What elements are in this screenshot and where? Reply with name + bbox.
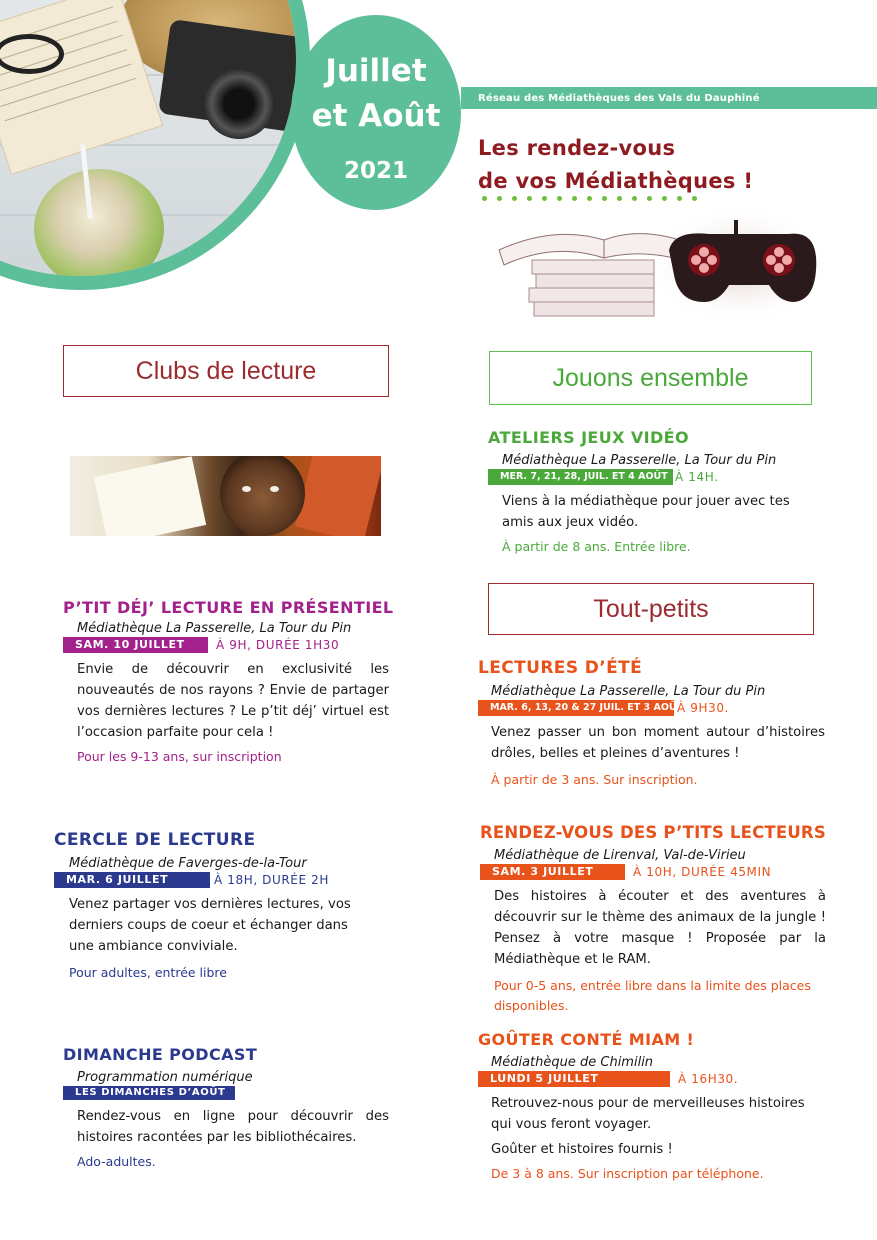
event-lectures-ete: [478, 658, 828, 790]
event-venue: Médiathèque de Lirenval, Val-de-Virieu: [494, 848, 746, 863]
event-description: Venez passer un bon moment autour d’histoires drôles, belles et pleines d’aventures !: [491, 725, 825, 761]
event-time: À 9H30.: [677, 701, 729, 715]
event-audience: À partir de 3 ans. Sur inscription.: [491, 772, 698, 787]
event-ptit-dej: [63, 598, 393, 767]
event-venue: Médiathèque de Chimilin: [491, 1055, 654, 1070]
event-title: CERCLE DE LECTURE: [54, 830, 256, 850]
event-gouter-conte: [478, 1030, 828, 1184]
date-year: 2021: [343, 158, 408, 184]
event-title: DIMANCHE PODCAST: [63, 1045, 258, 1064]
date-month-line1: Juillet: [325, 53, 427, 89]
event-title: GOÛTER CONTÉ MIAM !: [478, 1030, 695, 1049]
event-ptits-lecteurs: [480, 823, 830, 1016]
section-jouons-ensemble: Jouons ensemble: [489, 351, 812, 405]
event-audience: Pour 0-5 ans, entrée libre dans la limite des places disponibles.: [494, 978, 811, 1013]
event-date: LUNDI 5 JUILLET: [478, 1071, 670, 1087]
event-time: À 18H, DURÉE 2H: [214, 873, 329, 887]
event-description: Viens à la médiathèque pour jouer avec tes amis aux jeux vidéo.: [502, 494, 790, 530]
event-title: P’TIT DÉJ’ LECTURE EN PRÉSENTIEL: [63, 598, 394, 617]
date-month-line2: et Août: [311, 98, 441, 134]
event-venue: Médiathèque La Passerelle, La Tour du Pin: [77, 621, 352, 636]
event-date: SAM. 3 JUILLET: [480, 864, 625, 880]
event-audience: À partir de 8 ans. Entrée libre.: [502, 539, 691, 554]
event-venue: Programmation numérique: [77, 1070, 253, 1085]
books-gamepad-illustration: [494, 210, 824, 325]
event-date: MER. 7, 21, 28, JUIL. ET 4 AOÛT: [488, 469, 673, 485]
event-date: MAR. 6, 13, 20 & 27 JUIL. ET 3 AOÛT: [478, 700, 674, 716]
event-description: Venez partager vos dernières lectures, vos derniers coups de coeur et échanger dans une ambiance conviviale.: [69, 897, 351, 954]
event-date: SAM. 10 JUILLET: [63, 637, 208, 653]
tagline-line2: de vos Médiathèques !: [478, 169, 754, 193]
event-ateliers-jeux-video: [488, 428, 828, 557]
event-audience: Pour adultes, entrée libre: [69, 965, 227, 980]
section-clubs-lecture: Clubs de lecture: [63, 345, 389, 397]
event-date: LES DIMANCHES D’AOÛT: [63, 1086, 235, 1100]
event-description: Envie de découvrir en exclusivité les nouveautés de nos rayons ? Envie de partager vos dernières lectures ? Le p’tit déj’ virtuel est l’occasion parfaite pour cela !: [77, 662, 389, 740]
event-description: Retrouvez-nous pour de merveilleuses histoires qui vous feront voyager.: [491, 1096, 805, 1132]
coconut-drink-image: [34, 169, 164, 289]
dotted-separator: [482, 196, 697, 201]
event-venue: Médiathèque de Faverges-de-la-Tour: [69, 856, 307, 871]
tagline-line1: Les rendez-vous: [478, 136, 676, 160]
event-title: ATELIERS JEUX VIDÉO: [488, 428, 690, 447]
event-title: RENDEZ-VOUS DES P’TITS LECTEURS: [480, 823, 826, 842]
network-banner: Réseau des Médiathèques des Vals du Dauphiné: [461, 87, 877, 109]
header-summer-photo: [0, 0, 310, 290]
event-audience: Ado-adultes.: [77, 1154, 156, 1169]
event-description: Des histoires à écouter et des aventures à découvrir sur le thème des animaux de la jungle ! Pensez à votre masque ! Proposée par la Médiathèque et le RAM.: [494, 889, 826, 967]
event-venue: Médiathèque La Passerelle, La Tour du Pin: [502, 453, 777, 468]
event-time: À 14H.: [675, 470, 719, 484]
event-description-extra: Goûter et histoires fournis !: [491, 1142, 673, 1157]
event-date: MAR. 6 JUILLET: [54, 872, 210, 888]
event-title: LECTURES D’ÉTÉ: [478, 658, 643, 678]
event-audience: Pour les 9-13 ans, sur inscription: [77, 749, 282, 764]
section-tout-petits: Tout-petits: [488, 583, 814, 635]
date-badge: [291, 15, 461, 210]
event-description: Rendez-vous en ligne pour découvrir des histoires racontées par les bibliothécaires.: [77, 1109, 389, 1145]
event-cercle-lecture: [54, 830, 384, 983]
page-tagline: [478, 132, 753, 198]
event-time: À 10H, DURÉE 45MIN: [633, 865, 772, 879]
event-time: À 16H30.: [678, 1072, 739, 1086]
event-venue: Médiathèque La Passerelle, La Tour du Pin: [491, 684, 766, 699]
child-reading-photo: [70, 456, 381, 536]
event-audience: De 3 à 8 ans. Sur inscription par téléphone.: [491, 1166, 764, 1181]
event-dimanche-podcast: [63, 1045, 393, 1172]
event-time: À 9H, DURÉE 1H30: [216, 638, 340, 652]
